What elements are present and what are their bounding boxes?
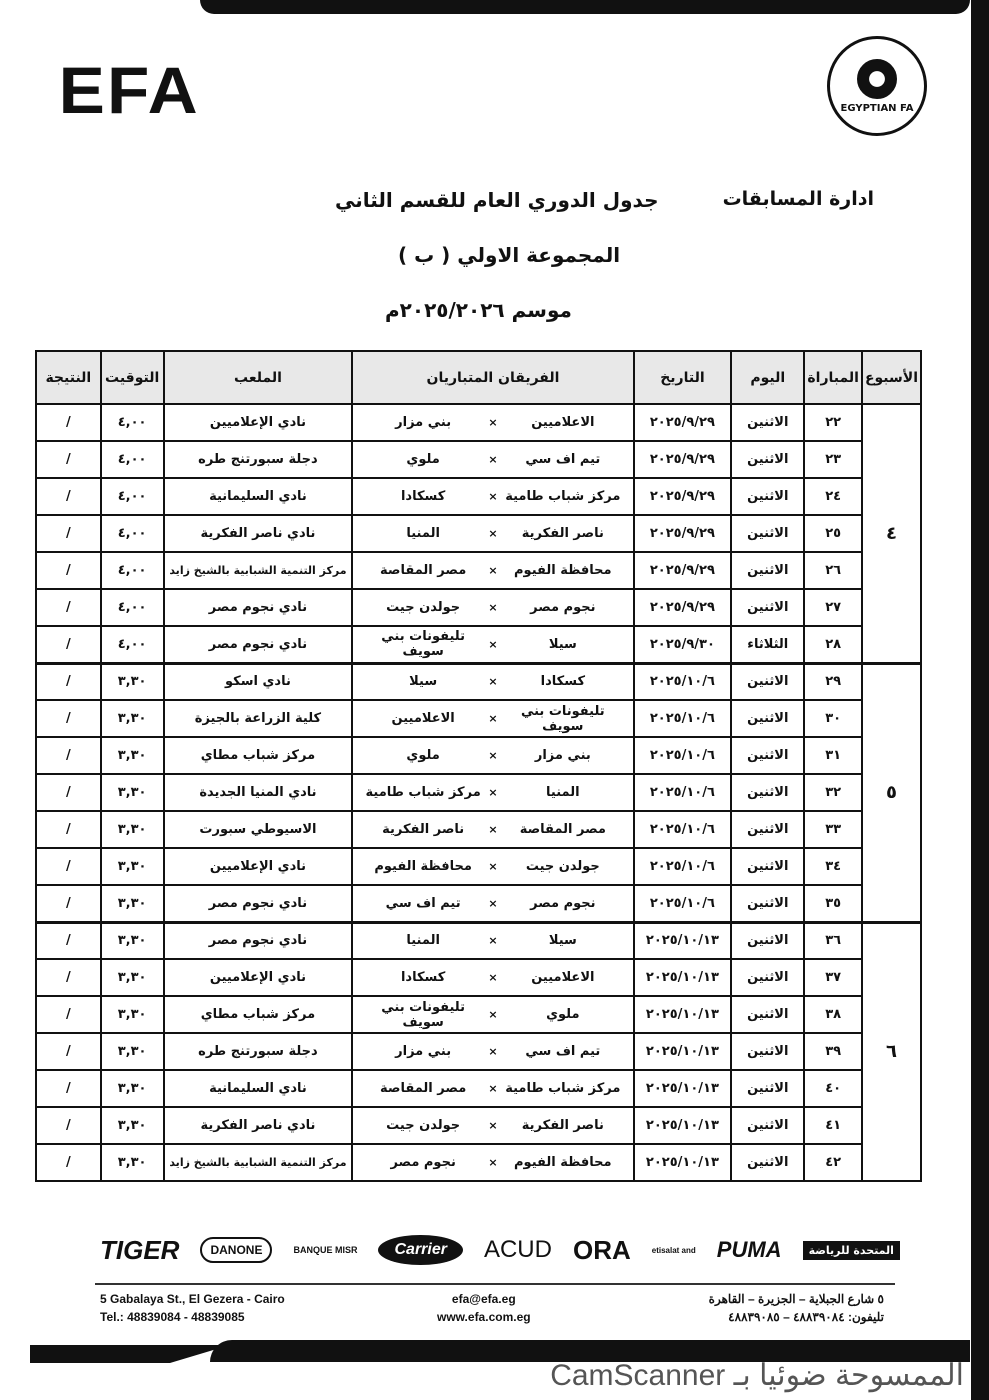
teams-cell: [352, 1033, 633, 1070]
away-team: مصر المقاصة: [380, 563, 467, 578]
away-team: محافظة الفيوم: [374, 859, 472, 874]
table-header-row: [36, 351, 921, 404]
match-result: /: [36, 700, 101, 737]
teams-cell: [352, 774, 633, 811]
away-team: ملوي: [406, 748, 440, 763]
venue: مركز شباب مطاي: [164, 996, 353, 1033]
match-day: الاثنين: [731, 848, 804, 885]
venue: نادي السليمانية: [164, 1070, 353, 1107]
teams-cell: [352, 663, 633, 700]
teams-cell: [352, 959, 633, 996]
away-team: بني مزار: [395, 415, 452, 430]
versus-icon: ×: [488, 1008, 498, 1021]
match-date: ٢٠٢٥/١٠/١٣: [634, 922, 731, 959]
versus-icon: ×: [488, 675, 498, 689]
versus-icon: ×: [488, 1082, 498, 1095]
teams-cell: [352, 737, 633, 774]
match-number: ٢٩: [804, 663, 862, 700]
versus-icon: ×: [488, 453, 498, 466]
away-team: سيلا: [409, 674, 438, 690]
home-team: ملوي: [546, 1007, 580, 1022]
match-day: الاثنين: [731, 1033, 804, 1070]
sponsor-acud: ACUD: [483, 1236, 552, 1263]
home-team: سيلا: [548, 636, 577, 652]
teams-cell: [352, 441, 633, 478]
table-row: [36, 441, 921, 478]
venue: نادي نجوم مصر: [164, 885, 353, 922]
venue: نادي المنيا الجديدة: [164, 774, 353, 811]
match-result: /: [36, 811, 101, 848]
col-day: اليوم: [731, 351, 804, 404]
home-team: كسكادا: [540, 674, 585, 690]
match-result: /: [36, 552, 101, 589]
teams-cell: [352, 626, 633, 663]
match-date: ٢٠٢٥/١٠/٦: [634, 700, 731, 737]
away-team: كسكادا: [400, 970, 446, 985]
table-row: [36, 404, 921, 441]
match-number: ٢٥: [804, 515, 862, 552]
home-team: مركز شباب طامية: [505, 489, 621, 504]
kickoff-time: ٤,٠٠: [101, 478, 164, 515]
teams-cell: [352, 1070, 633, 1107]
match-result: /: [36, 478, 101, 515]
venue: الاسيوطي سبورت: [164, 811, 353, 848]
venue: نادي نجوم مصر: [164, 626, 353, 663]
football-icon: [857, 59, 897, 99]
table-row: [36, 478, 921, 515]
match-result: /: [36, 1033, 101, 1070]
match-number: ٣٤: [804, 848, 862, 885]
table-row: [36, 1107, 921, 1144]
match-number: ٣٥: [804, 885, 862, 922]
kickoff-time: ٣,٣٠: [101, 1033, 164, 1070]
venue: دجلة سبورتنج طره: [164, 1033, 353, 1070]
table-row: [36, 737, 921, 774]
department-label: ادارة المسابقات: [722, 188, 874, 210]
match-date: ٢٠٢٥/١٠/١٣: [634, 1107, 731, 1144]
away-team: كسكادا: [400, 489, 446, 504]
match-number: ٢٦: [804, 552, 862, 589]
teams-cell: [352, 1107, 633, 1144]
match-date: ٢٠٢٥/٩/٢٩: [634, 589, 731, 626]
email-link[interactable]: efa@efa.eg: [451, 1292, 516, 1306]
match-day: الاثنين: [731, 996, 804, 1033]
week-number: ٥: [862, 663, 921, 922]
kickoff-time: ٣,٣٠: [101, 663, 164, 700]
versus-icon: ×: [488, 637, 498, 651]
venue: نادي ناصر الفكرية: [164, 515, 353, 552]
sponsor-banque-misr: BANQUE MISR: [293, 1245, 358, 1255]
match-day: الاثنين: [731, 1070, 804, 1107]
match-date: ٢٠٢٥/١٠/١٣: [634, 996, 731, 1033]
kickoff-time: ٤,٠٠: [101, 404, 164, 441]
website-link[interactable]: www.efa.com.eg: [437, 1310, 531, 1324]
kickoff-time: ٣,٣٠: [101, 1070, 164, 1107]
match-result: /: [36, 441, 101, 478]
kickoff-time: ٤,٠٠: [101, 441, 164, 478]
versus-icon: ×: [488, 896, 498, 910]
sponsor-danone: DANONE: [200, 1237, 272, 1263]
match-day: الاثنين: [731, 959, 804, 996]
footer-english-address: [100, 1290, 285, 1326]
match-result: /: [36, 1070, 101, 1107]
table-row: [36, 626, 921, 663]
home-team: بني مزار: [534, 748, 591, 763]
footer-arabic-address: [709, 1290, 884, 1326]
kickoff-time: ٤,٠٠: [101, 626, 164, 663]
table-row: [36, 1070, 921, 1107]
table-row: [36, 700, 921, 737]
sponsor-strip: [100, 1225, 900, 1275]
teams-cell: [352, 478, 633, 515]
document-title: جدول الدوري العام للقسم الثاني: [335, 188, 659, 212]
season-label: موسم ٢٠٢٥/٢٠٢٦م: [385, 298, 572, 322]
match-date: ٢٠٢٥/٩/٢٩: [634, 515, 731, 552]
col-venue: الملعب: [164, 351, 353, 404]
efa-logo: EFA: [58, 53, 200, 127]
table-row: [36, 663, 921, 700]
teams-cell: [352, 589, 633, 626]
match-result: /: [36, 848, 101, 885]
away-team: نجوم مصر: [390, 1155, 456, 1170]
match-number: ٤٢: [804, 1144, 862, 1181]
table-row: [36, 1033, 921, 1070]
versus-icon: ×: [488, 823, 498, 836]
home-team: تيم اف سي: [525, 1044, 601, 1059]
match-result: /: [36, 404, 101, 441]
col-date: التاريخ: [634, 351, 731, 404]
match-number: ٣٦: [804, 922, 862, 959]
match-day: الاثنين: [731, 737, 804, 774]
home-team: مركز شباب طامية: [505, 1081, 621, 1096]
versus-icon: ×: [488, 490, 498, 503]
match-number: ٣٧: [804, 959, 862, 996]
versus-icon: ×: [488, 971, 498, 984]
match-day: الاثنين: [731, 589, 804, 626]
home-team: نجوم مصر: [530, 600, 596, 615]
match-day: الاثنين: [731, 663, 804, 700]
match-date: ٢٠٢٥/١٠/٦: [634, 811, 731, 848]
versus-icon: ×: [488, 749, 498, 762]
teams-cell: [352, 1144, 633, 1181]
home-team: نجوم مصر: [530, 895, 596, 911]
footer-contact: [437, 1290, 531, 1326]
match-day: الاثنين: [731, 700, 804, 737]
match-date: ٢٠٢٥/١٠/٦: [634, 663, 731, 700]
fixtures-table: [35, 350, 922, 1182]
match-date: ٢٠٢٥/١٠/١٣: [634, 959, 731, 996]
match-day: الاثنين: [731, 811, 804, 848]
venue: نادي اسكو: [164, 663, 353, 700]
match-date: ٢٠٢٥/١٠/٦: [634, 848, 731, 885]
match-result: /: [36, 922, 101, 959]
home-team: تيم اف سي: [525, 452, 601, 467]
table-row: [36, 515, 921, 552]
address-ar: ٥ شارع الجبلاية – الجزيرة – القاهرة: [708, 1292, 884, 1306]
match-date: ٢٠٢٥/١٠/٦: [634, 774, 731, 811]
venue: دجلة سبورتنج طره: [164, 441, 353, 478]
home-team: المنيا: [546, 785, 580, 800]
away-team: تيم اف سي: [385, 895, 461, 911]
match-date: ٢٠٢٥/٩/٢٩: [634, 404, 731, 441]
versus-icon: ×: [488, 712, 498, 725]
match-day: الاثنين: [731, 885, 804, 922]
venue: مركز التنمية الشبابية بالشيخ زايد: [164, 1144, 353, 1181]
away-team: ناصر الفكرية: [382, 822, 465, 837]
venue: كلية الزراعة بالجيزة: [164, 700, 353, 737]
home-team: سيلا: [548, 933, 577, 949]
versus-icon: ×: [488, 1156, 498, 1169]
match-date: ٢٠٢٥/١٠/١٣: [634, 1144, 731, 1181]
kickoff-time: ٣,٣٠: [101, 1144, 164, 1181]
versus-icon: ×: [488, 1045, 498, 1058]
sponsor-etisalat: etisalat and: [651, 1245, 696, 1255]
versus-icon: ×: [488, 601, 498, 614]
match-number: ٣٢: [804, 774, 862, 811]
address-en: 5 Gabalaya St., El Gezera - Cairo: [100, 1292, 285, 1306]
match-date: ٢٠٢٥/٩/٣٠: [634, 626, 731, 663]
tel-ar: تليفون: ٤٨٨٣٩٠٨٤ – ٤٨٨٣٩٠٨٥: [728, 1310, 884, 1324]
home-team: الاعلاميين: [531, 415, 595, 430]
kickoff-time: ٣,٣٠: [101, 1107, 164, 1144]
match-result: /: [36, 885, 101, 922]
match-date: ٢٠٢٥/١٠/١٣: [634, 1033, 731, 1070]
away-team: مصر المقاصة: [380, 1081, 467, 1096]
match-number: ٣٨: [804, 996, 862, 1033]
table-row: [36, 996, 921, 1033]
venue: نادي نجوم مصر: [164, 922, 353, 959]
table-row: [36, 552, 921, 589]
match-number: ٢٧: [804, 589, 862, 626]
match-day: الاثنين: [731, 922, 804, 959]
match-day: الاثنين: [731, 1107, 804, 1144]
table-row: [36, 774, 921, 811]
match-date: ٢٠٢٥/٩/٢٩: [634, 441, 731, 478]
kickoff-time: ٣,٣٠: [101, 811, 164, 848]
match-day: الاثنين: [731, 1144, 804, 1181]
match-day: الاثنين: [731, 478, 804, 515]
home-team: تليفونات بني سويف: [520, 703, 605, 734]
sponsor-tiger: TIGER: [100, 1234, 180, 1265]
match-number: ٣٣: [804, 811, 862, 848]
kickoff-time: ٣,٣٠: [101, 922, 164, 959]
home-team: الاعلاميين: [531, 970, 595, 985]
match-date: ٢٠٢٥/١٠/٦: [634, 885, 731, 922]
venue: نادي السليمانية: [164, 478, 353, 515]
away-team: بني مزار: [395, 1044, 452, 1059]
match-day: الاثنين: [731, 441, 804, 478]
teams-cell: [352, 922, 633, 959]
match-day: الاثنين: [731, 552, 804, 589]
table-row: [36, 922, 921, 959]
sponsor-puma: PUMA: [716, 1237, 782, 1262]
kickoff-time: ٤,٠٠: [101, 589, 164, 626]
away-team: المنيا: [406, 526, 440, 541]
home-team: ناصر الفكرية: [521, 1118, 604, 1133]
match-date: ٢٠٢٥/٩/٢٩: [634, 478, 731, 515]
col-teams: الفريقان المتباريان: [352, 351, 633, 404]
match-number: ٣١: [804, 737, 862, 774]
versus-icon: ×: [488, 416, 498, 429]
sponsor-united-sports: المتحدة للرياضة: [803, 1241, 900, 1260]
col-time: التوقيت: [101, 351, 164, 404]
away-team: مركز شباب طامية: [365, 785, 481, 800]
col-match: المباراة: [804, 351, 862, 404]
versus-icon: ×: [488, 1119, 498, 1132]
col-week: الأسبوع: [862, 351, 921, 404]
footer-divider: [95, 1283, 895, 1285]
match-number: ٣٠: [804, 700, 862, 737]
home-team: محافظة الفيوم: [514, 563, 612, 578]
table-row: [36, 959, 921, 996]
venue: مركز التنمية الشبابية بالشيخ زايد: [164, 552, 353, 589]
kickoff-time: ٣,٣٠: [101, 885, 164, 922]
col-result: النتيجة: [36, 351, 101, 404]
match-result: /: [36, 1144, 101, 1181]
versus-icon: ×: [488, 934, 498, 948]
match-result: /: [36, 774, 101, 811]
scan-edge-bottom-left: [30, 1345, 230, 1363]
match-result: /: [36, 996, 101, 1033]
match-day: الاثنين: [731, 515, 804, 552]
away-team: الاعلاميين: [391, 711, 455, 726]
teams-cell: [352, 700, 633, 737]
away-team: ملوي: [406, 452, 440, 467]
match-date: ٢٠٢٥/١٠/١٣: [634, 1070, 731, 1107]
venue: نادي ناصر الفكرية: [164, 1107, 353, 1144]
kickoff-time: ٣,٣٠: [101, 848, 164, 885]
match-result: /: [36, 737, 101, 774]
kickoff-time: ٣,٣٠: [101, 737, 164, 774]
match-result: /: [36, 515, 101, 552]
table-row: [36, 1144, 921, 1181]
table-row: [36, 848, 921, 885]
away-team: تليفونات بني سويف: [381, 999, 465, 1030]
kickoff-time: ٣,٣٠: [101, 700, 164, 737]
venue: نادي الإعلاميين: [164, 959, 353, 996]
camscanner-watermark: الممسوحة ضوئيا بـ CamScanner: [550, 1359, 964, 1392]
venue: مركز شباب مطاي: [164, 737, 353, 774]
match-day: الاثنين: [731, 404, 804, 441]
week-number: ٤: [862, 404, 921, 663]
table-row: [36, 885, 921, 922]
tel-en: Tel.: 48839084 - 48839085: [100, 1310, 245, 1324]
table-row: [36, 589, 921, 626]
versus-icon: ×: [488, 564, 498, 577]
kickoff-time: ٣,٣٠: [101, 959, 164, 996]
match-date: ٢٠٢٥/٩/٢٩: [634, 552, 731, 589]
venue: نادي الإعلاميين: [164, 404, 353, 441]
match-date: ٢٠٢٥/١٠/٦: [634, 737, 731, 774]
teams-cell: [352, 996, 633, 1033]
away-team: جولدن جيت: [386, 1118, 461, 1133]
home-team: جولدن جيت: [525, 859, 600, 874]
match-result: /: [36, 663, 101, 700]
scan-edge-right: [971, 0, 989, 1400]
week-number: ٦: [862, 922, 921, 1181]
match-result: /: [36, 1107, 101, 1144]
scan-edge-top: [200, 0, 970, 14]
away-team: تليفونات بني سويف: [381, 629, 465, 660]
match-result: /: [36, 626, 101, 663]
match-day: الاثنين: [731, 774, 804, 811]
match-number: ٢٣: [804, 441, 862, 478]
teams-cell: [352, 552, 633, 589]
efa-crest-logo: [827, 36, 927, 136]
away-team: جولدن جيت: [386, 600, 461, 615]
match-number: ٢٨: [804, 626, 862, 663]
kickoff-time: ٣,٣٠: [101, 774, 164, 811]
match-day: الثلاثاء: [731, 626, 804, 663]
match-number: ٤١: [804, 1107, 862, 1144]
away-team: المنيا: [406, 933, 440, 949]
teams-cell: [352, 848, 633, 885]
kickoff-time: ٤,٠٠: [101, 552, 164, 589]
kickoff-time: ٤,٠٠: [101, 515, 164, 552]
match-number: ٣٩: [804, 1033, 862, 1070]
teams-cell: [352, 811, 633, 848]
sponsor-carrier: Carrier: [378, 1235, 462, 1265]
crest-text: EGYPTIAN FA: [840, 102, 914, 114]
versus-icon: ×: [488, 786, 498, 799]
table-row: [36, 811, 921, 848]
home-team: ناصر الفكرية: [521, 526, 604, 541]
home-team: محافظة الفيوم: [514, 1155, 612, 1170]
match-number: ٤٠: [804, 1070, 862, 1107]
match-number: ٢٤: [804, 478, 862, 515]
teams-cell: [352, 404, 633, 441]
match-result: /: [36, 959, 101, 996]
versus-icon: ×: [488, 860, 498, 873]
teams-cell: [352, 885, 633, 922]
versus-icon: ×: [488, 527, 498, 540]
match-result: /: [36, 589, 101, 626]
venue: نادي الإعلاميين: [164, 848, 353, 885]
home-team: مصر المقاصة: [519, 822, 606, 837]
match-number: ٢٢: [804, 404, 862, 441]
group-label: المجموعة الاولي ( ب ): [398, 243, 621, 267]
kickoff-time: ٣,٣٠: [101, 996, 164, 1033]
venue: نادي نجوم مصر: [164, 589, 353, 626]
teams-cell: [352, 515, 633, 552]
sponsor-ora: ORA: [572, 1234, 631, 1265]
